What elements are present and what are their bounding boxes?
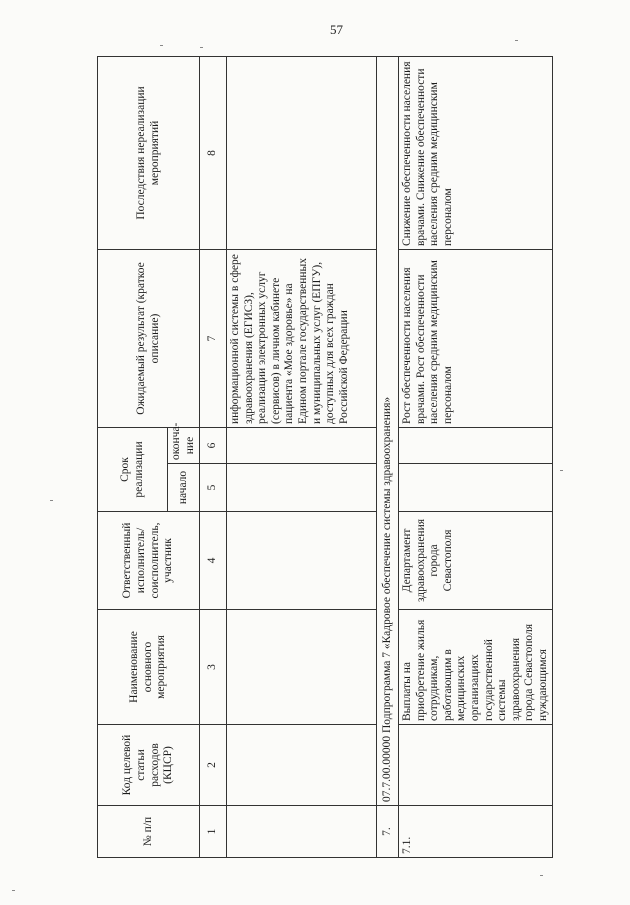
cont-end (227, 428, 377, 464)
cont-result: информационной системы в сфере здравоохранения (ЕГИСЗ), реализации электронных услуг (сервисов) в личном кабинете пациента «Мое здоровье» на Едином портале государственных и муниципальных услуг (ЕПГУ), доступных для всех граждан Российской Федерации (227, 250, 377, 428)
cont-num (227, 806, 377, 858)
scan-speck (540, 875, 543, 876)
item-result: Рост обеспеченности населения врачами. Рост обеспеченности населения средним медицинским персоналом (399, 250, 553, 428)
item-num: 7.1. (399, 806, 553, 858)
item-executor: Департамент здравоохранения города Севастополя (399, 512, 553, 610)
rotated-table-region (97, 57, 549, 858)
scan-speck (560, 470, 563, 471)
subprogram-code: 07.7.00.00000 (380, 735, 393, 802)
scan-speck (50, 500, 53, 501)
scan-speck (515, 40, 518, 41)
col-number-4: 4 (200, 512, 227, 610)
subprogram-num: 7. (377, 806, 399, 858)
cont-executor (227, 512, 377, 610)
scan-speck (12, 890, 15, 891)
item-row (399, 57, 553, 858)
cont-start (227, 464, 377, 512)
header-consequences: Последствия нереализации мероприятий (98, 57, 200, 250)
cont-name (227, 610, 377, 725)
header-executor: Ответственный исполнитель/ соисполнитель, участник (98, 512, 200, 610)
subprogram-title-cell (377, 57, 399, 806)
header-row (98, 57, 168, 858)
scan-speck (160, 45, 163, 46)
cont-code (227, 725, 377, 806)
activities-table (97, 56, 553, 858)
col-number-3: 3 (200, 610, 227, 725)
page-number: 57 (330, 22, 343, 37)
col-number-7: 7 (200, 250, 227, 428)
subprogram-title: Подпрограмма 7 «Кадровое обеспечение системы здравоохранения» (380, 396, 393, 733)
scan-speck (200, 47, 203, 48)
subprogram-row (377, 57, 399, 858)
item-end (399, 428, 553, 464)
header-start: начало (168, 464, 200, 512)
col-number-1: 1 (200, 806, 227, 858)
col-number-8: 8 (200, 57, 227, 250)
col-number-2: 2 (200, 725, 227, 806)
header-period: Срок реализации (98, 428, 168, 512)
column-numbers-row (200, 57, 227, 858)
header-expected-result: Ожидаемый результат (краткое описание) (98, 250, 200, 428)
continuation-row (227, 57, 377, 858)
item-name: Выплаты на приобретение жилья сотрудникам, работающим в медицинских организациях государственной системы здравоохранения города Севастополя нуждающимся (399, 610, 553, 725)
item-start (399, 464, 553, 512)
header-activity-name: Наименование основного мероприятия (98, 610, 200, 725)
item-code (399, 725, 553, 806)
header-num: № п/п (98, 806, 200, 858)
col-number-6: 6 (200, 428, 227, 464)
header-end: оконча-ние (168, 428, 200, 464)
col-number-5: 5 (200, 464, 227, 512)
header-code: Код целевой статьи расходов (КЦСР) (98, 725, 200, 806)
item-consequences: Снижение обеспеченности населения врачами. Снижение обеспеченности населения средним медицинским персоналом (399, 57, 553, 250)
cont-consequences (227, 57, 377, 250)
